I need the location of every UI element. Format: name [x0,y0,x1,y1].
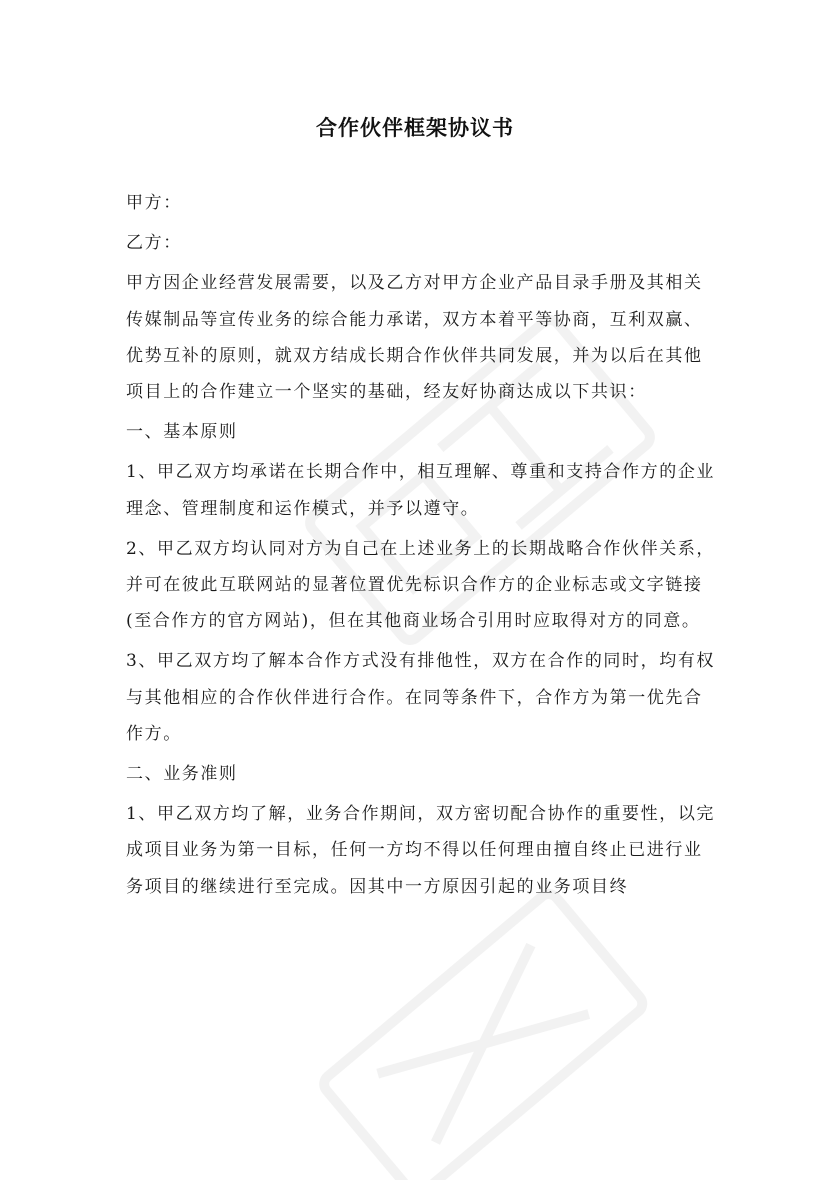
section-heading-business-rules: 二、业务准则 [126,764,238,785]
section-heading-basic-principles: 一、基本原则 [126,422,238,443]
document-body [126,185,716,905]
clause-1-3: 3、甲乙双方均了解本合作方式没有排他性，双方在合作的同时，均有权与其他相应的合作伙伴进行合作。在同等条件下，合作方为第一优先合作方。 [126,651,716,744]
party-a-line: 甲方： [126,193,182,213]
document-title: 合作伙伴框架协议书 [316,116,514,140]
intro-paragraph: 甲方因企业经营发展需要，以及乙方对甲方企业产品目录手册及其相关传媒制品等宣传业务的综合能力承诺，双方本着平等协商，互利双赢、优势互补的原则，就双方结成长期合作伙伴共同发展，并为以后在其他项目上的合作建立一个坚实的基础，经友好协商达成以下共识： [126,273,703,403]
clause-1-2: 2、甲乙双方均认同对方为自己在上述业务上的长期战略合作伙伴关系，并可在彼此互联网站的显著位置优先标识合作方的企业标志或文字链接(至合作方的官方网站)，但在其他商业场合引用时应取得对方的同意。 [126,538,716,632]
party-b-line: 乙方： [126,233,182,254]
clause-1-1: 1、甲乙双方均承诺在长期合作中，相互理解、尊重和支持合作方的企业理念、管理制度和运作模式，并予以遵守。 [126,462,716,519]
clause-2-1: 1、甲乙双方均了解，业务合作期间，双方密切配合协作的重要性，以完成项目业务为第一目标，任何一方均不得以任何理由擅自终止已进行业务项目的继续进行至完成。因其中一方原因引起的业务项目终 [126,804,716,897]
